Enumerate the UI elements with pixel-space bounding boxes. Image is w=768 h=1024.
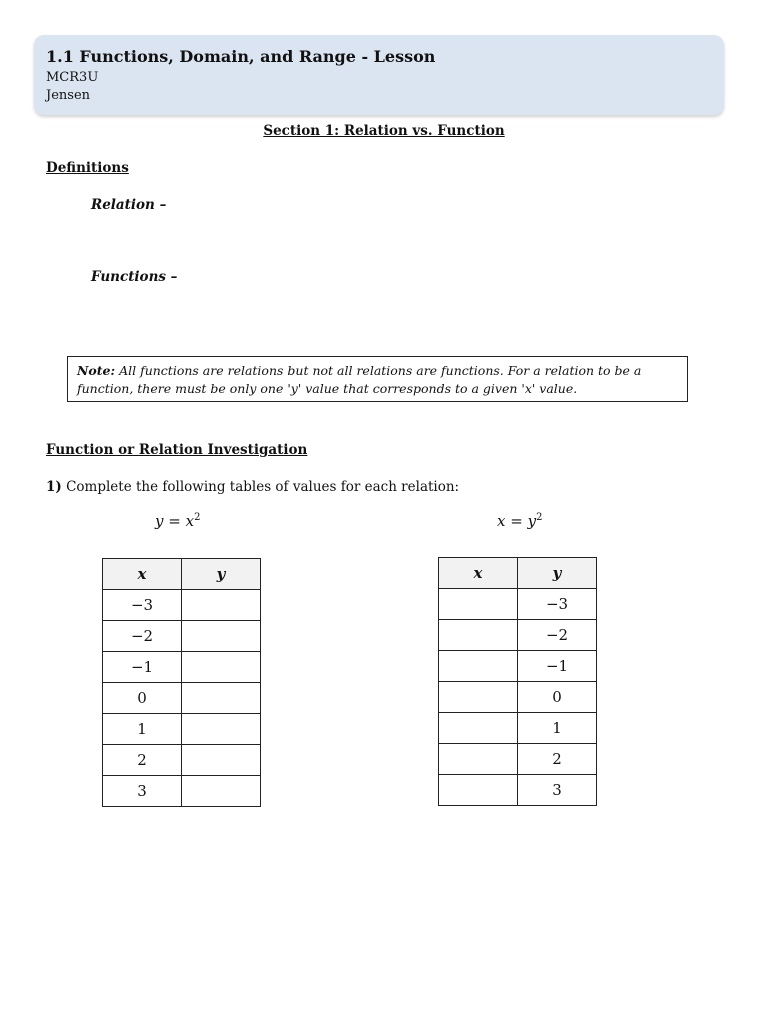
question-number: 1): [46, 479, 62, 495]
table-row: [439, 682, 597, 713]
header-x: x: [439, 558, 518, 589]
equation-lhs: x: [497, 512, 506, 530]
cell-y: 3: [518, 775, 597, 806]
cell-y: −2: [518, 620, 597, 651]
table-row: [439, 589, 597, 620]
cell-y-blank[interactable]: [182, 745, 261, 776]
equation-lhs: y: [155, 512, 164, 530]
equation-exponent: 2: [194, 512, 201, 523]
equation-operator: =: [505, 512, 528, 530]
table-row: [103, 621, 261, 652]
definitions-heading: Definitions: [46, 160, 129, 176]
header-y: y: [518, 558, 597, 589]
lesson-header: [34, 35, 724, 115]
cell-y-blank[interactable]: [182, 776, 261, 807]
header-y: y: [182, 559, 261, 590]
note-box: [67, 356, 688, 402]
cell-x-blank[interactable]: [439, 620, 518, 651]
lesson-title: 1.1 Functions, Domain, and Range - Lesson: [46, 47, 436, 66]
table-row: [439, 775, 597, 806]
cell-x: 2: [103, 745, 182, 776]
cell-x-blank[interactable]: [439, 589, 518, 620]
cell-x: −1: [103, 652, 182, 683]
table-of-values-left: [102, 558, 261, 807]
equation-operator: =: [163, 512, 186, 530]
equation-y-equals-x-squared: [155, 512, 200, 530]
cell-y-blank[interactable]: [182, 652, 261, 683]
cell-x: 3: [103, 776, 182, 807]
course-code: MCR3U: [46, 70, 99, 85]
table-header-row: [439, 558, 597, 589]
cell-x: −2: [103, 621, 182, 652]
question-text: Complete the following tables of values for each relation:: [61, 479, 460, 495]
table-row: [103, 776, 261, 807]
table-of-values-right: [438, 557, 597, 806]
cell-y: 0: [518, 682, 597, 713]
header-x: x: [103, 559, 182, 590]
cell-y-blank[interactable]: [182, 621, 261, 652]
equation-exponent: 2: [536, 512, 543, 523]
cell-x: 1: [103, 714, 182, 745]
table-header-row: [103, 559, 261, 590]
table-row: [439, 620, 597, 651]
table-row: [439, 744, 597, 775]
teacher-name: Jensen: [46, 88, 91, 103]
note-label: Note:: [77, 363, 116, 378]
cell-x-blank[interactable]: [439, 682, 518, 713]
cell-y-blank[interactable]: [182, 590, 261, 621]
cell-y: −1: [518, 651, 597, 682]
cell-y: 1: [518, 713, 597, 744]
cell-x: 0: [103, 683, 182, 714]
investigation-heading: Function or Relation Investigation: [46, 442, 308, 458]
cell-y-blank[interactable]: [182, 683, 261, 714]
cell-x-blank[interactable]: [439, 744, 518, 775]
section-title: Section 1: Relation vs. Function: [263, 123, 505, 139]
cell-y-blank[interactable]: [182, 714, 261, 745]
table-row: [103, 714, 261, 745]
question-1: [46, 479, 459, 495]
table-row: [103, 683, 261, 714]
table-row: [103, 590, 261, 621]
table-row: [439, 713, 597, 744]
table-row: [439, 651, 597, 682]
cell-x-blank[interactable]: [439, 713, 518, 744]
cell-x-blank[interactable]: [439, 651, 518, 682]
table-row: [103, 745, 261, 776]
equation-rhs: x: [185, 512, 195, 530]
note-text: All functions are relations but not all relations are functions. For a relation to be a function, there must be only one 'y' value that corresponds to a given 'x' value.: [77, 363, 642, 396]
cell-y: −3: [518, 589, 597, 620]
cell-x: −3: [103, 590, 182, 621]
relation-term: Relation –: [91, 197, 167, 213]
functions-term: Functions –: [91, 269, 178, 285]
cell-y: 2: [518, 744, 597, 775]
equation-x-equals-y-squared: [497, 512, 542, 530]
table-row: [103, 652, 261, 683]
equation-rhs: y: [527, 512, 537, 530]
cell-x-blank[interactable]: [439, 775, 518, 806]
